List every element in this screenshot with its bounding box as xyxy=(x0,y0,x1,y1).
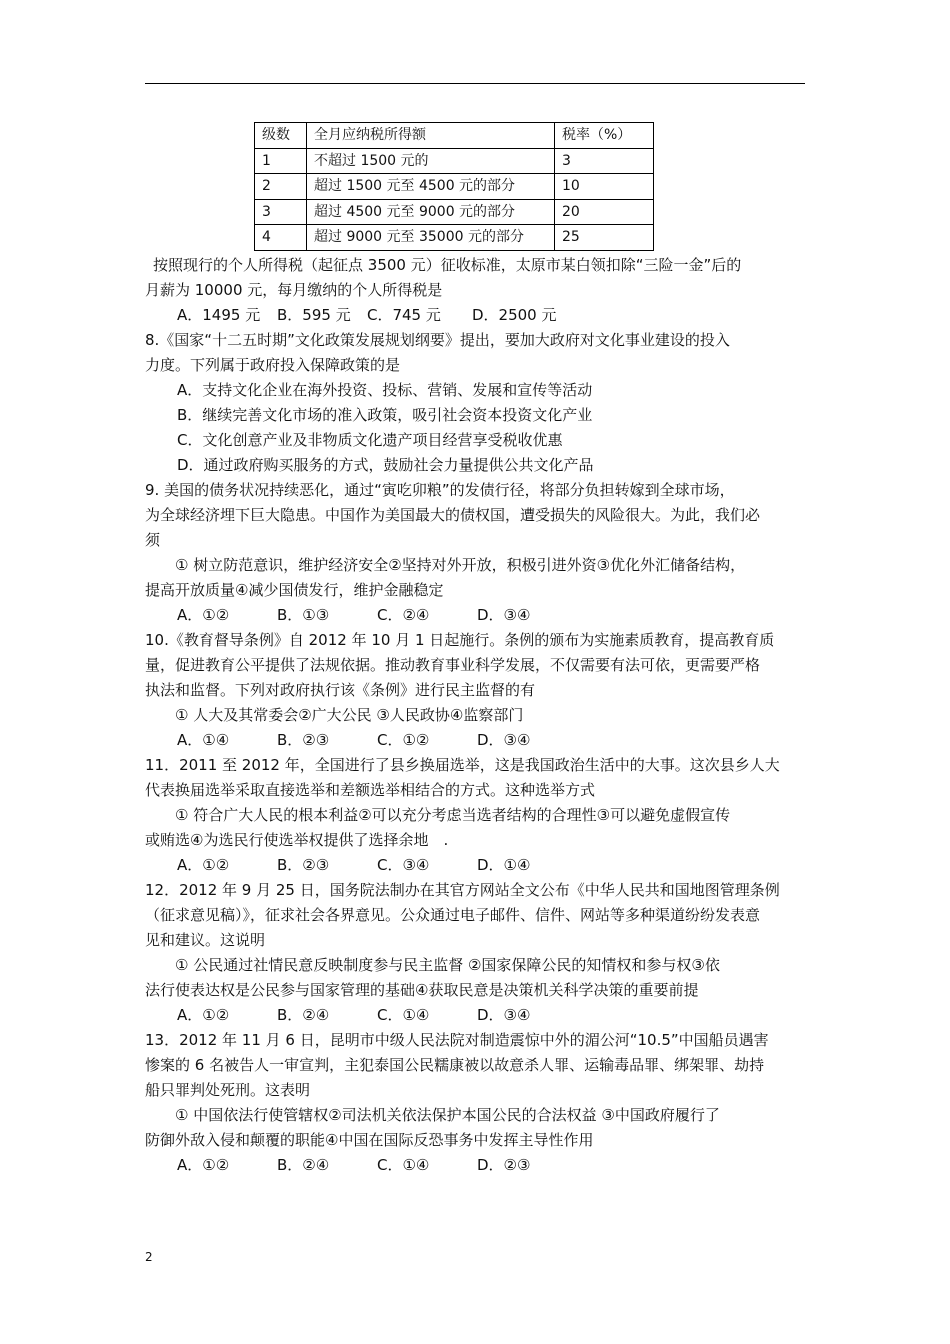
option-c: C．③④ xyxy=(377,856,430,874)
question-stem: 12．2012 年 9 月 25 日，国务院法制办在其官方网站全文公布《中华人民共和国地图管理条例 xyxy=(145,881,780,899)
option-b: B．②③ xyxy=(277,856,330,874)
table-row xyxy=(255,174,654,200)
option-b: B．①③ xyxy=(277,606,330,624)
option-d: D．通过政府购买服务的方式，鼓励社会力量提供公共文化产品 xyxy=(177,456,594,474)
question-stem: 按照现行的个人所得税（起征点 3500 元）征收标准，太原市某白领扣除“三险一金”后的 xyxy=(153,256,742,274)
option-c: C．①② xyxy=(377,731,430,749)
answer-options xyxy=(145,603,807,628)
statement-items: 提高开放质量④减少国债发行，维护金融稳定 xyxy=(145,581,444,599)
question-stem: 执法和监督。下列对政府执行该《条例》进行民主监督的有 xyxy=(145,681,536,699)
option-c: C．文化创意产业及非物质文化遗产项目经营享受税收优惠 xyxy=(177,431,563,449)
question-7 xyxy=(145,253,807,328)
question-11 xyxy=(145,753,807,878)
answer-options xyxy=(145,853,807,878)
question-stem: 代表换届选举采取直接选举和差额选举相结合的方式。这种选举方式 xyxy=(145,781,596,799)
answer-options xyxy=(145,1003,807,1028)
option-d: D．③④ xyxy=(477,606,531,624)
question-stem: 11．2011 至 2012 年，全国进行了县乡换届选举，这是我国政治生活中的大事。这次县乡人大 xyxy=(145,756,780,774)
table-cell: 不超过 1500 元的 xyxy=(307,148,555,174)
table-cell: 1 xyxy=(255,148,307,174)
question-stem: 9. 美国的债务状况持续恶化，通过“寅吃卯粮”的发债行径，将部分负担转嫁到全球市场， xyxy=(145,481,735,499)
question-stem: 见和建议。这说明 xyxy=(145,931,266,949)
option-d: D．②③ xyxy=(477,1156,531,1174)
table-cell: 20 xyxy=(555,199,654,225)
option-c: C．745 元 xyxy=(367,306,441,324)
table-cell: 4 xyxy=(255,225,307,251)
table-row xyxy=(255,199,654,225)
statement-items: 防御外敌入侵和颠覆的职能④中国在国际反恐事务中发挥主导性作用 xyxy=(145,1131,594,1149)
table-cell: 2 xyxy=(255,174,307,200)
table-cell: 级数 xyxy=(255,123,307,149)
option-a: A．1495 元 xyxy=(177,306,261,324)
answer-options xyxy=(145,728,807,753)
option-a: A．①② xyxy=(177,1006,230,1024)
table-cell: 超过 9000 元至 35000 元的部分 xyxy=(307,225,555,251)
question-13 xyxy=(145,1028,807,1178)
option-a: A．支持文化企业在海外投资、投标、营销、发展和宣传等活动 xyxy=(177,381,593,399)
question-9 xyxy=(145,478,807,628)
page-number: 2 xyxy=(145,1250,153,1264)
option-b: B．②④ xyxy=(277,1006,330,1024)
table-row xyxy=(255,148,654,174)
option-d: D．③④ xyxy=(477,731,531,749)
statement-items: ① 树立防范意识，维护经济安全②坚持对外开放，积极引进外资③优化外汇储备结构， xyxy=(175,556,746,574)
question-stem: 惨案的 6 名被告人一审宣判，主犯泰国公民糯康被以故意杀人罪、运输毒品罪、绑架罪、劫持 xyxy=(145,1056,765,1074)
statement-items: 或贿选④为选民行使选举权提供了选择余地 . xyxy=(145,831,449,849)
table-cell: 3 xyxy=(555,148,654,174)
answer-options xyxy=(145,303,807,328)
option-a: A．①④ xyxy=(177,731,230,749)
question-stem: 为全球经济埋下巨大隐患。中国作为美国最大的债权国，遭受损失的风险很大。为此，我们必 xyxy=(145,506,761,524)
table-cell: 税率（%） xyxy=(555,123,654,149)
table-header-row xyxy=(255,123,654,149)
question-12 xyxy=(145,878,807,1028)
option-d: D．③④ xyxy=(477,1006,531,1024)
option-c: C．①④ xyxy=(377,1156,430,1174)
question-stem: 船只罪判处死刑。这表明 xyxy=(145,1081,311,1099)
table-cell: 全月应纳税所得额 xyxy=(307,123,555,149)
table-cell: 3 xyxy=(255,199,307,225)
option-d: D．2500 元 xyxy=(472,306,557,324)
option-c: C．①④ xyxy=(377,1006,430,1024)
option-a: A．①② xyxy=(177,1156,230,1174)
table-cell: 10 xyxy=(555,174,654,200)
question-10 xyxy=(145,628,807,753)
statement-items: ① 人大及其常委会②广大公民 ③人民政协④监察部门 xyxy=(175,706,524,724)
question-stem: 13．2012 年 11 月 6 日，昆明市中级人民法院对制造震惊中外的湄公河“10.5”中国船员遇害 xyxy=(145,1031,769,1049)
option-b: B．②④ xyxy=(277,1156,330,1174)
option-b: B．继续完善文化市场的准入政策，吸引社会资本投资文化产业 xyxy=(177,406,593,424)
statement-items: 法行使表达权是公民参与国家管理的基础④获取民意是决策机关科学决策的重要前提 xyxy=(145,981,699,999)
tax-rate-table xyxy=(254,122,654,251)
question-stem: 力度。下列属于政府投入保障政策的是 xyxy=(145,356,401,374)
question-stem: 月薪为 10000 元，每月缴纳的个人所得税是 xyxy=(145,281,443,299)
question-stem: 量，促进教育公平提供了法规依据。推动教育事业科学发展，不仅需要有法可依，更需要严格 xyxy=(145,656,761,674)
option-d: D．①④ xyxy=(477,856,531,874)
question-8 xyxy=(145,328,807,478)
option-a: A．①② xyxy=(177,606,230,624)
option-b: B．②③ xyxy=(277,731,330,749)
table-row xyxy=(255,225,654,251)
question-stem: 10.《教育督导条例》自 2012 年 10 月 1 日起施行。条例的颁布为实施素质教育，提高教育质 xyxy=(145,631,775,649)
option-a: A．①② xyxy=(177,856,230,874)
question-stem: 须 xyxy=(145,531,161,549)
question-stem: （征求意见稿）》，征求社会各界意见。公众通过电子邮件、信件、网站等多种渠道纷纷发表意 xyxy=(145,906,761,924)
statement-items: ① 公民通过社情民意反映制度参与民主监督 ②国家保障公民的知情权和参与权③依 xyxy=(175,956,720,974)
question-stem: 8.《国家“十二五时期”文化政策发展规划纲要》提出，要加大政府对文化事业建设的投入 xyxy=(145,331,730,349)
table-cell: 25 xyxy=(555,225,654,251)
table-cell: 超过 1500 元至 4500 元的部分 xyxy=(307,174,555,200)
statement-items: ① 中国依法行使管辖权②司法机关依法保护本国公民的合法权益 ③中国政府履行了 xyxy=(175,1106,720,1124)
header-rule xyxy=(145,83,805,84)
question-content xyxy=(145,253,807,1178)
option-c: C．②④ xyxy=(377,606,430,624)
table-cell: 超过 4500 元至 9000 元的部分 xyxy=(307,199,555,225)
answer-options xyxy=(145,1153,807,1178)
option-b: B．595 元 xyxy=(277,306,351,324)
statement-items: ① 符合广大人民的根本利益②可以充分考虑当选者结构的合理性③可以避免虚假宣传 xyxy=(175,806,731,824)
